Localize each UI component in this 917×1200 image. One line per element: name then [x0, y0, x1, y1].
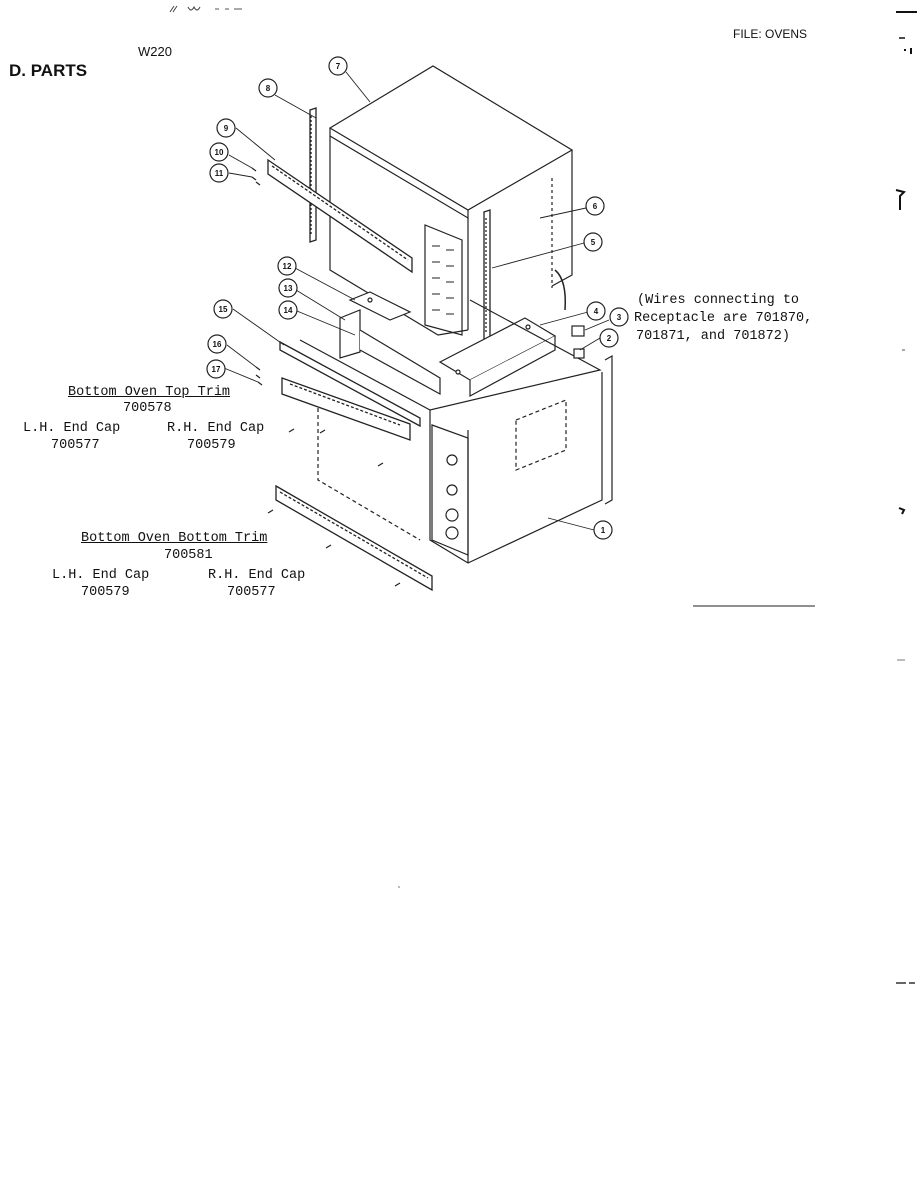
callout-14-label: 14 — [283, 306, 293, 315]
bottom-trim-lh-part: 700579 — [81, 585, 130, 600]
callout-5-label: 5 — [590, 238, 596, 247]
callout-11-label: 11 — [214, 169, 224, 178]
top-trim-strip — [310, 108, 316, 242]
callout-3-label: 3 — [616, 313, 622, 322]
bottom-trim-rh-part: 700577 — [227, 585, 276, 600]
callout-13-label: 13 — [283, 284, 293, 293]
model-number: W220 — [138, 44, 172, 59]
callout-2-label: 2 — [606, 334, 612, 343]
callout-7-label: 7 — [335, 62, 341, 71]
top-trim-rh-label: R.H. End Cap — [167, 421, 265, 436]
top-trim-title: Bottom Oven Top Trim — [68, 385, 231, 400]
callout-15-label: 15 — [218, 305, 228, 314]
bottom-trim-rh-label: R.H. End Cap — [208, 568, 306, 583]
top-trim-lh-label: L.H. End Cap — [23, 421, 121, 436]
wires-note-line-3: 701871, and 701872) — [636, 329, 790, 344]
wires-note-line-2: Receptacle are 701870, — [634, 311, 813, 326]
callout-8-label: 8 — [265, 84, 271, 93]
callout-16-label: 16 — [212, 340, 222, 349]
wires-note-line-1: (Wires connecting to — [637, 293, 800, 308]
top-trim-part: 700578 — [123, 401, 172, 416]
file-label: FILE: OVENS — [733, 27, 808, 41]
right-vertical-trims — [484, 210, 490, 340]
bottom-trim-lh-label: L.H. End Cap — [52, 568, 150, 583]
callout-6-label: 6 — [592, 202, 598, 211]
top-trim-lh-part: 700577 — [51, 438, 100, 453]
bottom-trim-part: 700581 — [164, 548, 213, 563]
top-trim-rh-part: 700579 — [187, 438, 236, 453]
callout-10-label: 10 — [214, 148, 224, 157]
callout-4-label: 4 — [593, 307, 599, 316]
bottom-trim-title: Bottom Oven Bottom Trim — [81, 531, 268, 546]
callout-17-label: 17 — [211, 365, 221, 374]
callout-12-label: 12 — [282, 262, 292, 271]
callout-1-label: 1 — [600, 526, 606, 535]
section-title: D. PARTS — [9, 61, 88, 80]
side-trim-strip — [268, 160, 412, 272]
mounting-brackets — [340, 292, 555, 396]
callout-9-label: 9 — [223, 124, 229, 133]
